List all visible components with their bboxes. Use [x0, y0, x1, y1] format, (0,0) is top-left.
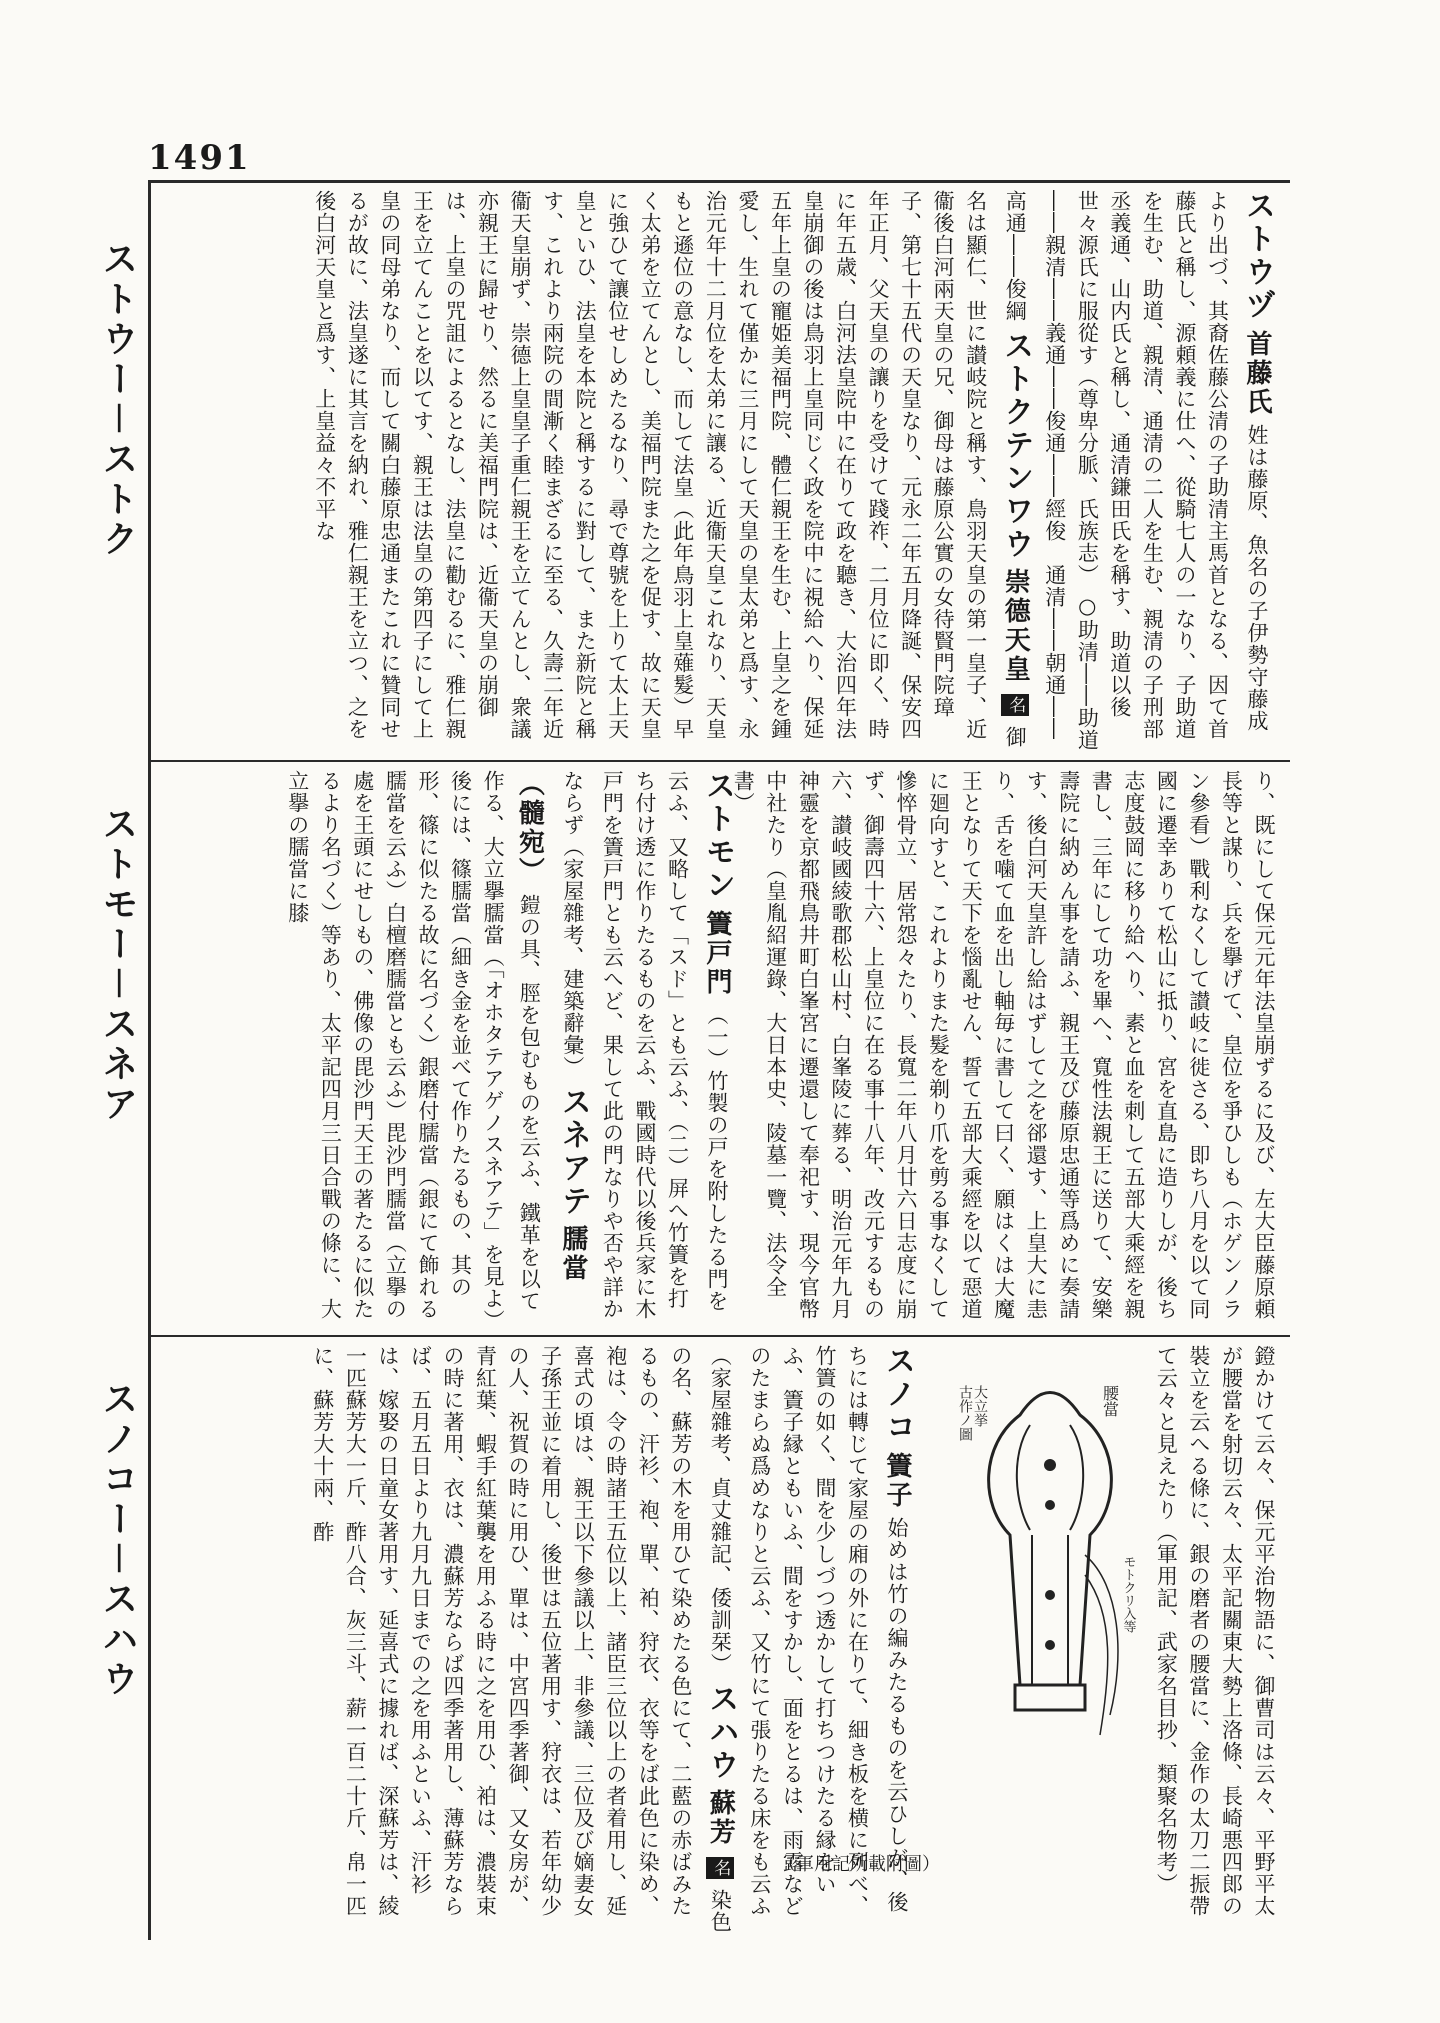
entry-title: 簀子 — [882, 1451, 912, 1510]
entry-body: 始めは竹の編みたるものを云ひしが、後ちには轉じて家屋の廂の外に在りて、細き板を横に列べ、竹簀の如く、間を少しづつ透かして打ちつけたる縁をいふ、簀子縁ともいふ、間をすかし、面をとるは、雨露などのたまらぬ爲めなりと云ふ、又竹にて張りたる床をも云ふ（家屋雜考、貞丈雜記、倭訓栞） — [708, 1345, 909, 1917]
figure-body: 鐙かけて云々、保元平治物語に、御曹司は云々、平野平太が腰當を射切云々、太平記關東大勢上洛條、長崎悪四郎の裝立を云へる條に、銀の磨者の腰當に、金作の太刀二振帶て云々と見えたり（軍用記、武家名目抄、類聚名物考） — [1154, 1345, 1276, 1917]
band-divider-2 — [150, 1335, 1290, 1337]
genealogy-table: ○助清――助道――親清――義通――俊通――經俊 通清――朝通――高通――俊綱 — [1003, 190, 1100, 751]
category-tag: 名 — [706, 1857, 734, 1879]
entry-heading: ストクテンワウ — [998, 329, 1034, 561]
band-3 — [160, 1345, 1280, 1935]
entry-heading: スネアテ — [555, 1085, 591, 1218]
entry-stomon-sneate — [180, 770, 740, 1326]
entry-body: 姓は藤原、魚名の子伊勢守藤成より出づ、其裔佐藤公清の子助清主馬首となる、因て首藤氏と稱し、源頼義に仕へ、從騎七人の一なり、子助道を生む、助道、親清、通清の二人を生む、親清の子刑部丞義通、山内氏と稱し、通清鎌田氏を稱す、助道以後世々源氏に服從す（尊卑分脈、氏族志） — [1075, 190, 1269, 740]
entry-heading: スハウ — [703, 1682, 739, 1782]
category-tag: 名 — [1001, 694, 1029, 716]
top-rule — [150, 180, 1290, 183]
entry-body: り、既にして保元元年法皇崩ずるに及び、左大臣藤原頼長等と謀り、兵を擧げて、皇位を爭ひしも（ホゲンノラン參看）戰利なくして讃岐に徙さる、即ち八月を以て同國に遷幸ありて松山に抵り、宮を直島に造りしが、後ち志度鼓岡に移り給へり、素と血を刺して五部大乘經を親書し、三年にして功を畢へ、寬性法親王に送りて、安樂壽院に納めん事を請ふ、親王及び藤原忠通等爲めに奏請す、後白河天皇許し給はずして之を郤還す、上皇大に恚り、舌を噛て血を出し軸毎に書して曰く、願はくは大魔王となりて天下を惱亂せん、誓て五部大乘經を以て惡道に廻向すと、これよりまた髮を剃り爪を剪る事なくして慘悴骨立、居常怨々たり、長寬二年八月廿六日志度に崩ず、御壽四十六、上皇位に在る事十八年、改元するもの六、讃岐國綾歌郡松山村、白峯陵に葬る、明治元年九月神靈を京都飛鳥井町白峯宮に遷還して奉祀す、現今官幣中社たり（皇胤紹運錄、大日本史、陵墓一覽、法令全書） — [731, 770, 1276, 1320]
entry-sutoku-continuation — [731, 770, 1280, 1326]
figure-label: 古作ノ圖 — [957, 1385, 973, 1441]
entry-title: 蘇芳 — [705, 1789, 736, 1848]
entry-stouzu — [312, 190, 1280, 752]
figure-label: 大立挙 — [972, 1385, 988, 1427]
entry-sunoko-suhau — [160, 1345, 920, 1935]
figure-label: モトクリ入等 — [1120, 1555, 1136, 1633]
left-rule — [148, 180, 151, 1940]
entry-heading: ストウヅ — [1240, 190, 1275, 322]
index-label-1: ストウー－ストク — [97, 240, 138, 560]
figure-label: 腰當 — [1100, 1385, 1120, 1417]
suneate-illustration-icon — [957, 1355, 1140, 1825]
entry-title: 簀戸門 — [702, 909, 732, 997]
figure-caption: （軍用記所載附圖） — [778, 1854, 940, 1875]
entry-heading: ストモン — [700, 770, 735, 902]
entry-title: 崇德天皇 — [1000, 568, 1031, 685]
entry-body: 染色の名、蘇芳の木を用ひて染めたる色にて、二藍の赤ばみたるもの、汗衫、袍、單、袙、狩衣、衣等をば此色に染め、袍は、令の時諸王五位以上、諸臣三位以上の者着用し、延喜式の頃は、親王以下參議以上、非參議、三位及び嫡妻女子孫王並に着用し、後世は五位著用す、狩衣は、若年幼少の人、祝賀の時に用ひ、單は、中宮四季著御、又女房が、青紅葉、蝦手紅葉襲を用ふる時に之を用ひ、袙は、濃裝束の時に著用、衣は、濃蘇芳ならば四季著用し、薄蘇芳ならば、五月五日より九月九日までの之を用ふといふ、汗衫は、嫁娶の日童女著用す、延喜式に據れば、深蘇芳は、綾一匹蘇芳大一斤、酢八合、灰三斗、薪一百二十斤、帛一匹に、蘇芳大十兩、酢 — [310, 1345, 733, 1933]
band-divider-1 — [150, 760, 1290, 762]
entry-title: 首藤氏 — [1242, 329, 1272, 417]
page-number: 1491 — [148, 138, 251, 178]
entry-body: 鎧の具、脛を包むものを云ふ、鐵革を以て作る、大立擧臑當（「オホタテアゲノスネアテ」を見よ）後には、篠臑當（細き金を並べて作りたるもの、其の形、篠に似たる故に名づく）銀磨付臑當（銀にて飾れる臑當を云ふ）白檀磨臑當とも云ふ）毘沙門臑當（立擧の處を王頭にせしもの、佛像の毘沙門天王の著たるに似たるより名づく）等あり、太平記四月三日合戰の條に、大立擧の臑當に膝 — [285, 770, 542, 1321]
band-1 — [160, 190, 1280, 752]
entry-body: 御名は顯仁、世に讃岐院と稱す、鳥羽天皇の第一皇子、近衞後白河兩天皇の兄、御母は藤原公實の女待賢門院璋子、第七十五代の天皇なり、元永二年五月降誕、保安四年正月、父天皇の讓りを受けて踐祚、二月位に即く、時に年五歳、白河法皇院中に在りて政を聽き、大治四年法皇崩御の後は鳥羽上皇同じく政を院中に視給へり、保延五年上皇の寵姫美福門院、體仁親王を生む、上皇之を鍾愛し、生れて僅かに三月にして天皇の皇太弟と爲す、永治元年十二月位を太弟に讓る、近衞天皇これなり、天皇もと遜位の意なし、而して法皇（此年鳥羽上皇薙髮）早く太弟を立てんとし、美福門院また之を促す、故に天皇に強ひて讓位せしめたるなり、尋で尊號を上りて太上天皇といひ、法皇を本院と稱するに對して、また新院と稱す、これより兩院の間漸く睦まざるに至る、久壽二年近衞天皇崩ず、崇德上皇皇子重仁親王を立てんとし、衆議亦親王に歸せり、然るに美福門院は、近衞天皇の崩御は、上皇の咒詛によるとなし、法皇に勸むるに、雅仁親王を立てんことを以てす、親王は法皇の第四子にして上皇の同母弟なり、而して關白藤原忠通またこれに贊同せるが故に、法皇遂に其言を納れ、雅仁親王を立つ、之を後白河天皇と爲す、上皇益々不平な — [312, 190, 1028, 748]
entry-title: 臑當（髓宛） — [514, 770, 588, 1284]
figure-text — [1140, 1345, 1280, 1935]
index-label-3: スノコー－スハウ — [97, 1380, 138, 1700]
entry-body: （一）竹製の戸を附したる門を云ふ、又略して「スド」とも云ふ、（二）屏へ竹簀を打ち付け透に作りたるものを云ふ、戰國時代以後兵家に木戸門を簀戸門とも云へど、果して此の門なりや否や詳かならず（家屋雜考、建築辭彙） — [560, 770, 729, 1320]
index-label-2: ストモー－スネア — [97, 805, 138, 1125]
entry-heading: スノコ — [880, 1345, 915, 1444]
band-2 — [160, 770, 1280, 1326]
